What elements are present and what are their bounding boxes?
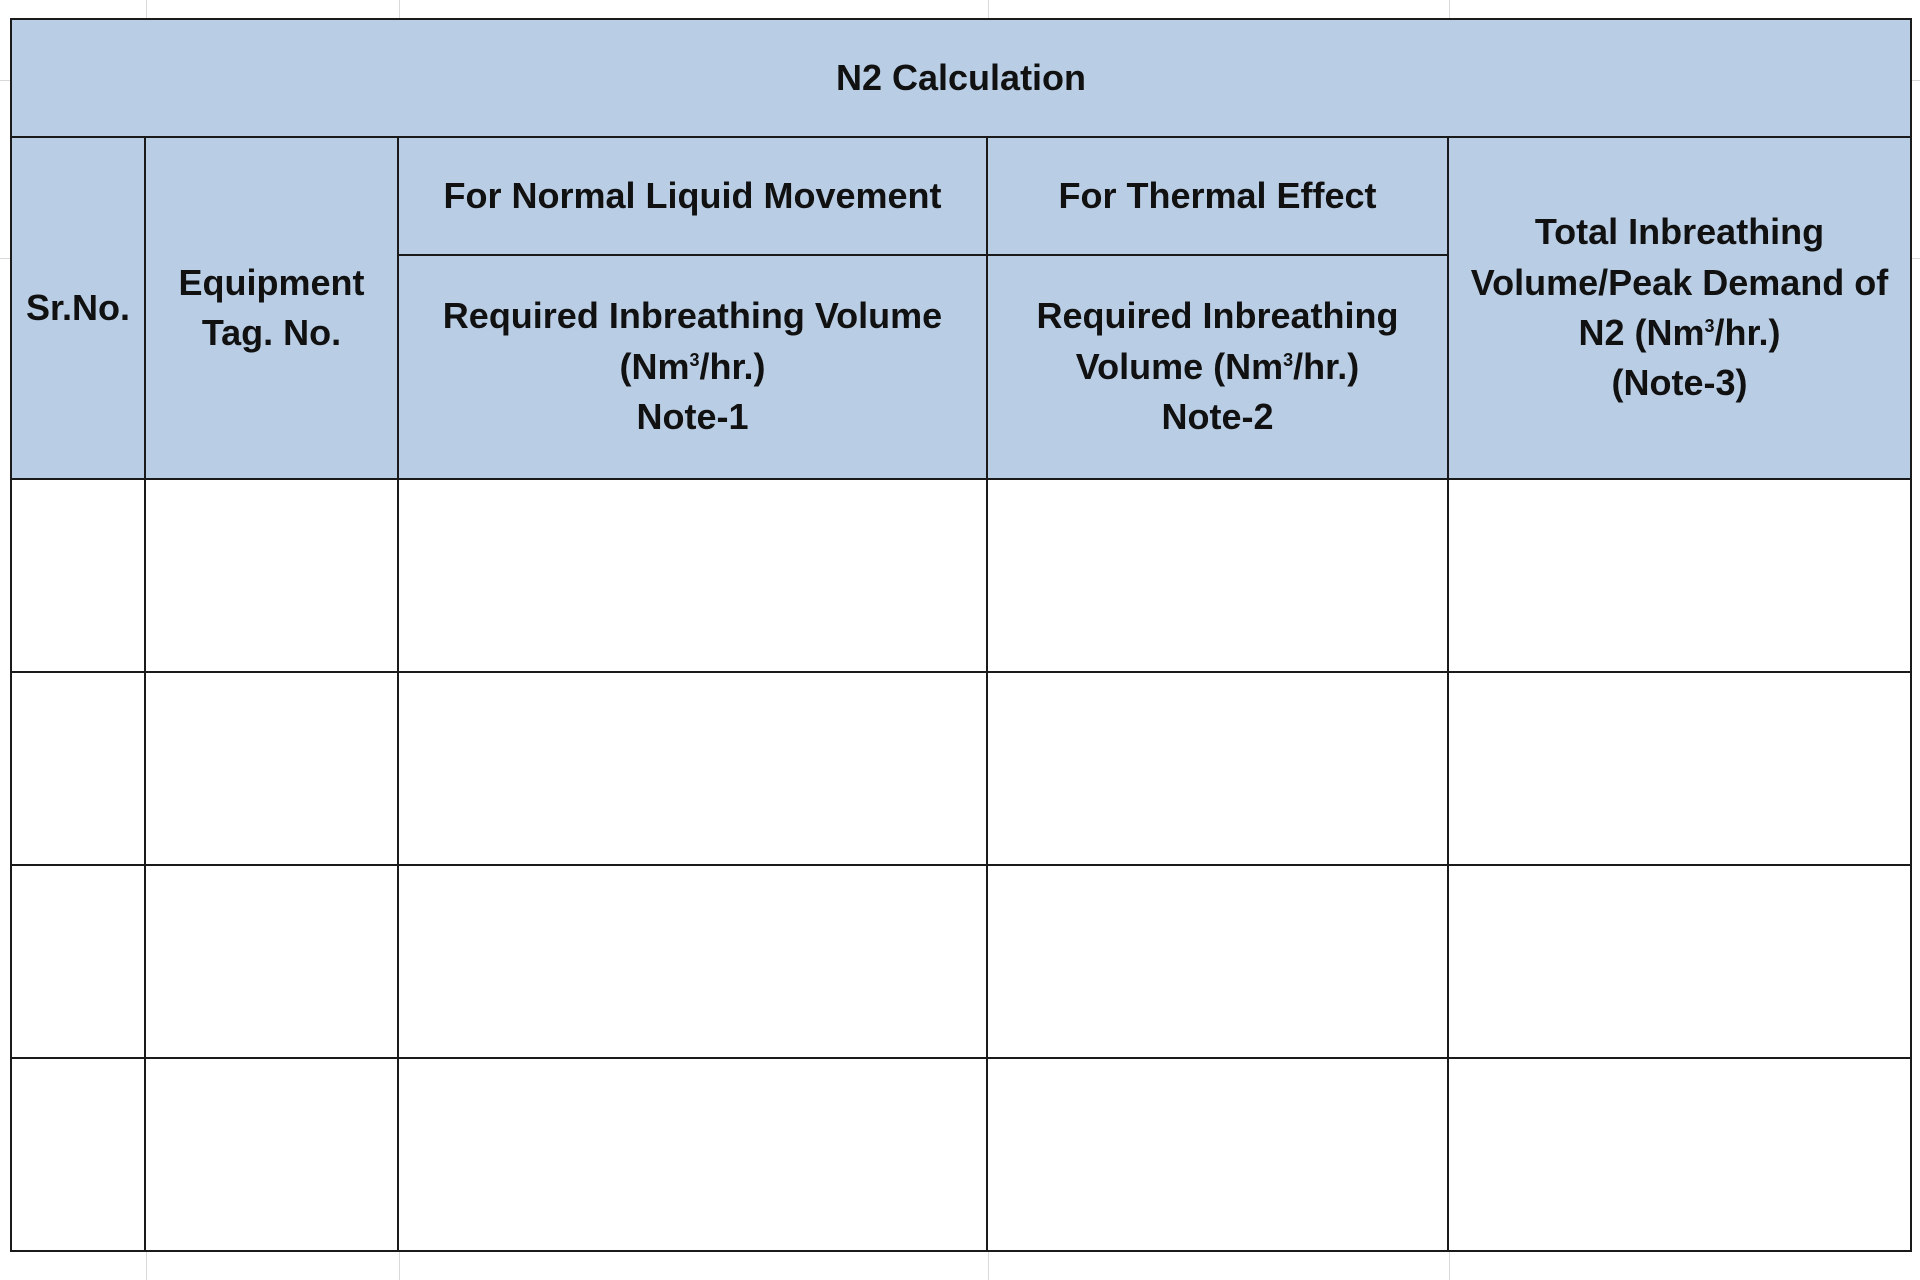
table-cell[interactable] <box>987 1058 1448 1251</box>
table-cell[interactable] <box>987 479 1448 672</box>
table-cell[interactable] <box>145 1058 398 1251</box>
header-note: Note-1 <box>636 396 749 438</box>
table-cell[interactable] <box>398 865 987 1058</box>
table-cell[interactable] <box>1448 1058 1911 1251</box>
header-line: Volume/Peak Demand of <box>1470 261 1889 303</box>
unit-superscript: 3 <box>1704 316 1715 336</box>
header-unit <box>399 342 986 392</box>
unit-text: Volume (Nm <box>1075 345 1284 387</box>
unit-text: /hr.) <box>1714 312 1781 353</box>
header-note: (Note-3) <box>1611 362 1748 404</box>
header-sr-no[interactable]: Sr.No. <box>11 137 145 479</box>
table-cell[interactable] <box>1448 479 1911 672</box>
header-line: Tag. No. <box>201 312 342 353</box>
header-unit <box>988 342 1447 392</box>
header-note: Note-2 <box>1161 396 1274 438</box>
header-line: Required Inbreathing Volume <box>442 295 943 337</box>
table-cell[interactable] <box>398 1058 987 1251</box>
header-unit <box>1449 308 1910 358</box>
unit-text: /hr.) <box>699 345 766 387</box>
unit-text: N2 (Nm <box>1578 312 1705 353</box>
table-cell[interactable] <box>1448 865 1911 1058</box>
table-cell[interactable] <box>987 865 1448 1058</box>
unit-superscript: 3 <box>1283 349 1294 370</box>
table-row <box>11 865 1911 1058</box>
header-normal-liquid-movement[interactable]: For Normal Liquid Movement <box>398 137 987 255</box>
table-cell[interactable] <box>1448 672 1911 865</box>
header-line: Equipment <box>178 261 365 303</box>
n2-calculation-table <box>10 18 1912 1252</box>
header-total-inbreathing[interactable] <box>1448 137 1911 479</box>
table-row <box>11 672 1911 865</box>
table-cell[interactable] <box>987 672 1448 865</box>
header-normal-required-volume[interactable] <box>398 255 987 479</box>
unit-text: (Nm <box>619 345 690 387</box>
table-cell[interactable] <box>145 479 398 672</box>
table-cell[interactable] <box>11 479 145 672</box>
header-equipment-tag-no[interactable] <box>145 137 398 479</box>
table-row <box>11 1058 1911 1251</box>
table-title[interactable]: N2 Calculation <box>11 19 1911 137</box>
unit-superscript: 3 <box>689 349 700 370</box>
table-cell[interactable] <box>398 479 987 672</box>
table-cell[interactable] <box>11 1058 145 1251</box>
header-line: Total Inbreathing <box>1534 211 1825 253</box>
header-thermal-effect[interactable]: For Thermal Effect <box>987 137 1448 255</box>
header-thermal-required-volume[interactable] <box>987 255 1448 479</box>
table-cell[interactable] <box>145 865 398 1058</box>
header-line: Required Inbreathing <box>1036 295 1399 337</box>
table-cell[interactable] <box>11 865 145 1058</box>
table-cell[interactable] <box>398 672 987 865</box>
table-cell[interactable] <box>11 672 145 865</box>
unit-text: /hr.) <box>1293 345 1360 387</box>
table-cell[interactable] <box>145 672 398 865</box>
table-row <box>11 479 1911 672</box>
